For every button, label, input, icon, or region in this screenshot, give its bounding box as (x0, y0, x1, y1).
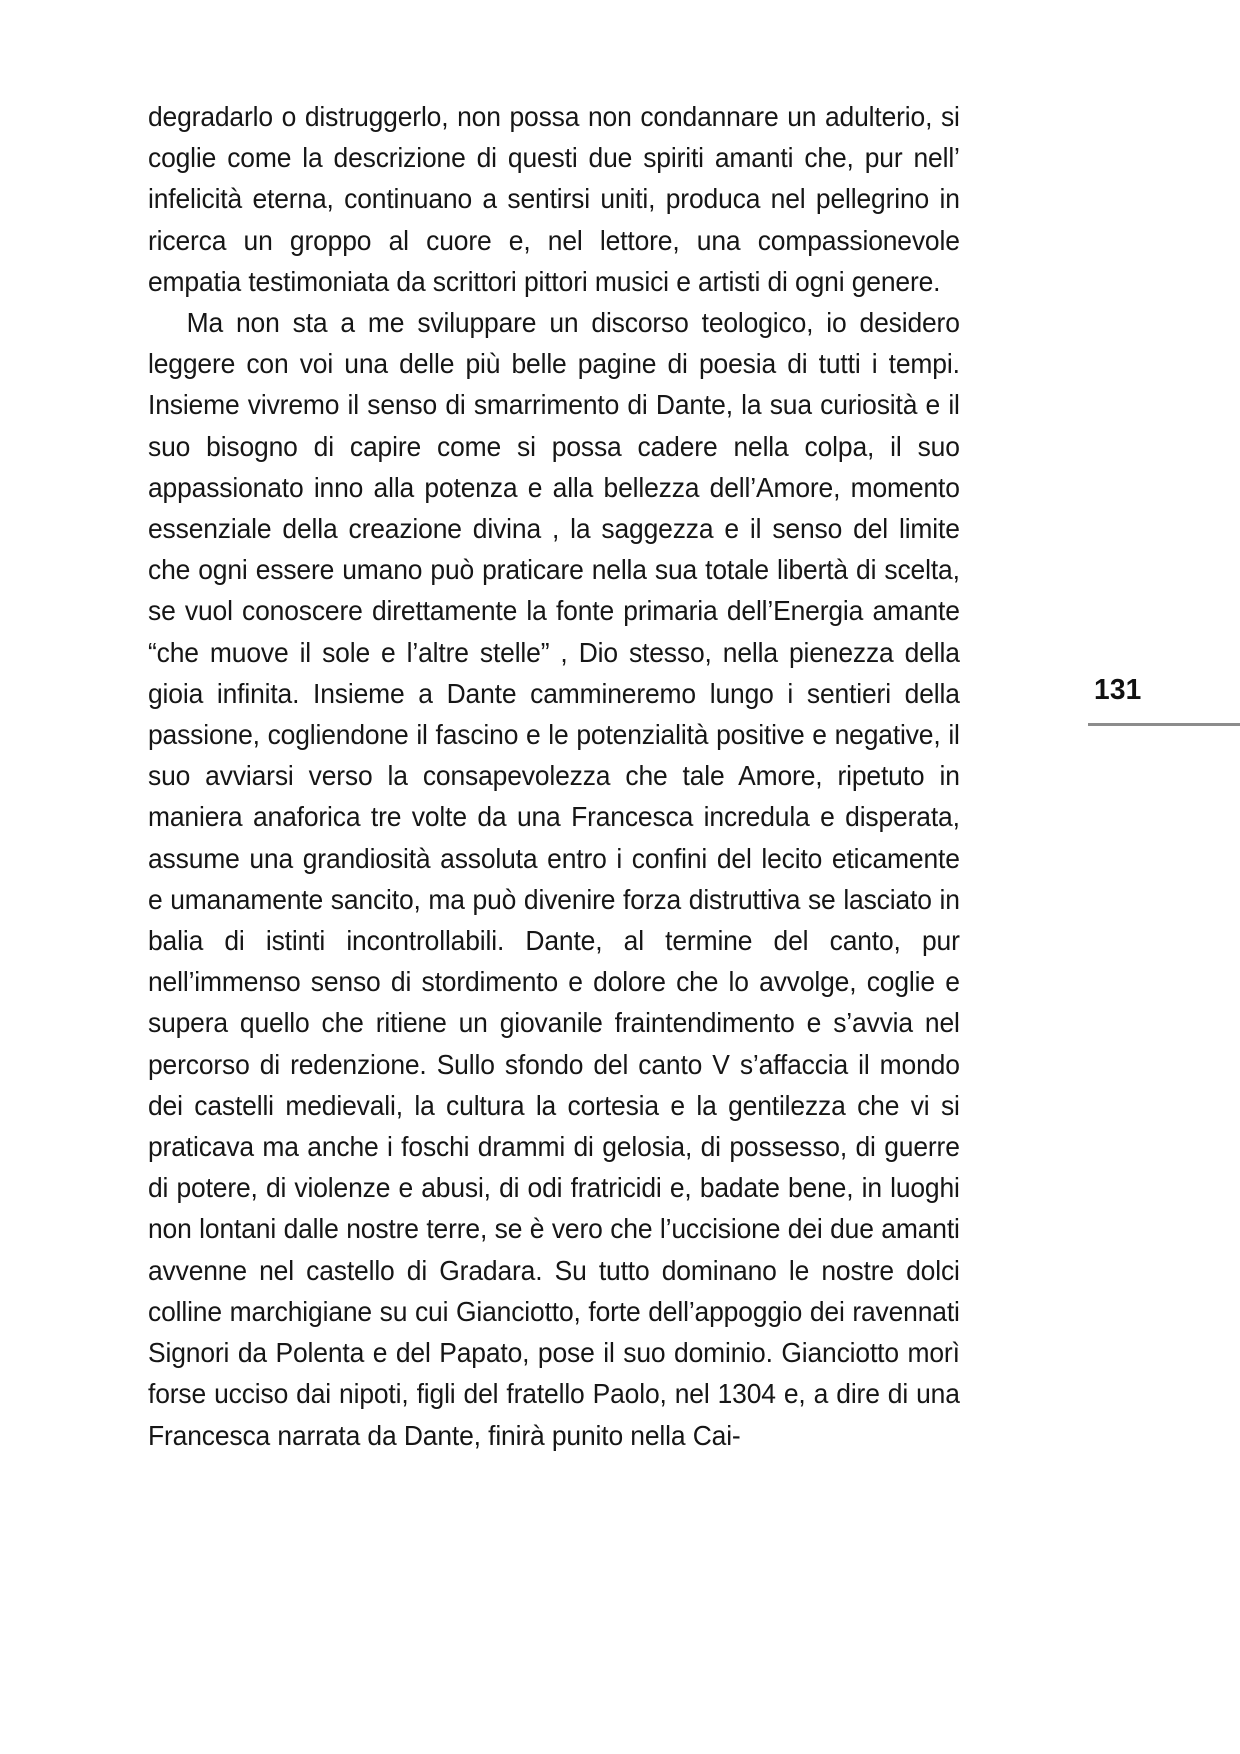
page-number: 131 (1094, 674, 1142, 706)
text-column (148, 96, 960, 1456)
folio-rule (1088, 723, 1240, 726)
folio-block (1050, 676, 1240, 766)
paragraph-main: Ma non sta a me sviluppare un discorso teologico, io desidero leggere con voi una delle più belle pagine di poesia di tutti i tempi. Insieme vivremo il senso di smarrimento di Dante, la sua curiosità e il suo bisogno di capire come si possa cadere nella colpa, il suo appassionato inno alla potenza e alla bellezza dell’Amore, momento essenziale della creazione divina , la saggezza e il senso del limite che ogni essere umano può praticare nella sua totale libertà di scelta, se vuol conoscere direttamente la fonte primaria dell’Energia amante “che muove il sole e l’altre stelle” , Dio stesso, nella pienezza della gioia infinita. Insieme a Dante cammineremo lungo i sentieri della passione, cogliendone il fascino e le potenzialità positive e negative, il suo avviarsi verso la consapevolezza che tale Amore, ripetuto in maniera anaforica tre volte da una Francesca incredula e disperata, assume una grandiosità assoluta entro i confini del lecito eticamente e umanamente sancito, ma può divenire forza distruttiva se lasciato in balia di istinti incontrollabili. Dante, al termine del canto, pur nell’immenso senso di stordimento e dolore che lo avvolge, coglie e supera quello che ritiene un giovanile fraintendimento e s’avvia nel percorso di redenzione. Sullo sfondo del canto V s’affaccia il mondo dei castelli medievali, la cultura la cortesia e la gentilezza che vi si praticava ma anche i foschi drammi di gelosia, di possesso, di guerre di potere, di violenze e abusi, di odi fratricidi e, badate bene, in luoghi non lontani dalle nostre terre, se è vero che l’uccisione dei due amanti avvenne nel castello di Gradara. Su tutto dominano le nostre dolci colline marchigiane su cui Gianciotto, forte dell’appoggio dei ravennati Signori da Polenta e del Papato, pose il suo dominio. Gianciotto morì forse ucciso dai nipoti, figli del fratello Paolo, nel 1304 e, a dire di una Francesca narrata da Dante, finirà punito nella Cai- (148, 307, 960, 1451)
paragraph-continued: degradarlo o distruggerlo, non possa non condannare un adulterio, si coglie come la descrizione di questi due spiriti amanti che, pur nell’ infelicità eterna, continuano a sentirsi uniti, produca nel pellegrino in ricerca un groppo al cuore e, nel lettore, una compassionevole empatia testimoniata da scrittori pittori musici e artisti di ogni genere. (148, 101, 960, 297)
